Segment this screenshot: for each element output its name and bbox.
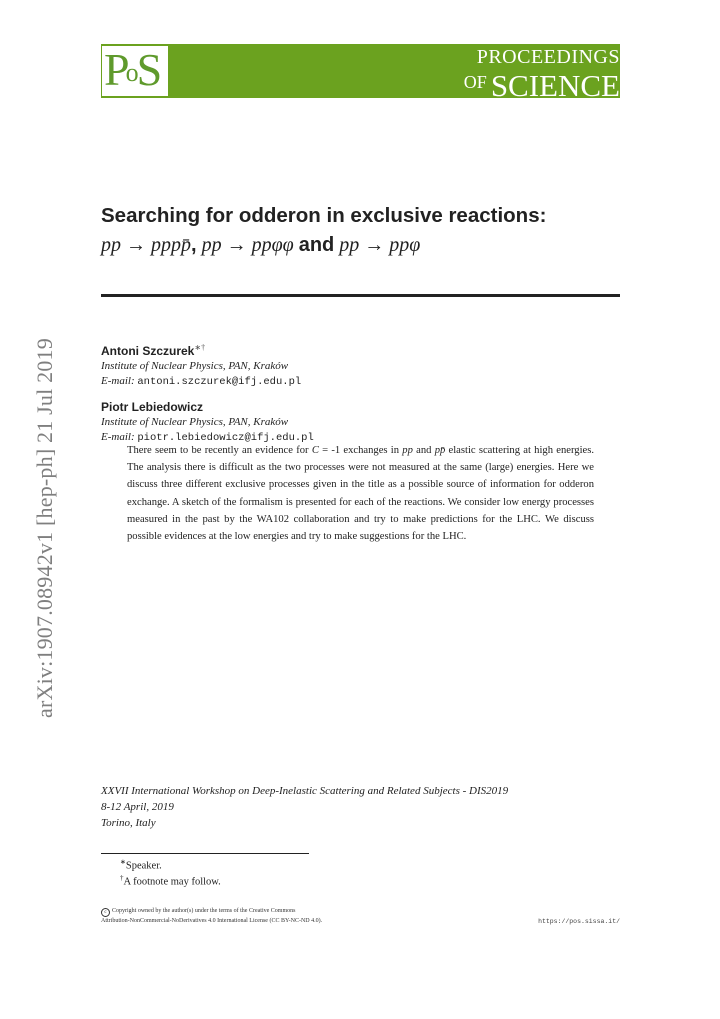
pos-logo bbox=[104, 42, 158, 101]
paper-title-line2 bbox=[101, 234, 420, 257]
of-label: OF bbox=[463, 72, 487, 92]
copyright-icon: c bbox=[101, 908, 110, 917]
footnote: †A footnote may follow. bbox=[120, 874, 221, 888]
science-label: SCIENCE bbox=[490, 68, 620, 103]
footnote-rule bbox=[101, 853, 309, 854]
conference-name: XXVII International Workshop on Deep-Inelastic Scattering and Related Subjects - DIS2019 bbox=[101, 785, 509, 797]
footnote: ∗Speaker. bbox=[120, 858, 162, 872]
conference-dates: 8-12 April, 2019 bbox=[101, 801, 174, 813]
copyright-line2: Attribution-NonCommercial-NoDerivatives 4.0 International License (CC BY-NC-ND 4.0). bbox=[101, 918, 323, 924]
title-and: and bbox=[298, 234, 335, 256]
of-science-label bbox=[464, 66, 620, 108]
logo-o: o bbox=[125, 58, 137, 87]
email-address[interactable]: piotr.lebiedowicz@ifj.edu.pl bbox=[137, 432, 314, 444]
logo-p: P bbox=[104, 44, 126, 95]
copyright-line1: c Copyright owned by the author(s) under the terms of the Creative Commons bbox=[101, 908, 295, 917]
paper-title-line1: Searching for odderon in exclusive reactions: bbox=[101, 204, 547, 227]
author-footnote-marks: ∗† bbox=[194, 343, 206, 352]
title-reaction-1: pp → pppp̄ bbox=[101, 234, 191, 256]
author-name: Antoni Szczurek∗† bbox=[101, 343, 206, 358]
title-reaction-2: pp → ppφφ bbox=[201, 234, 294, 256]
conference-place: Torino, Italy bbox=[101, 817, 156, 829]
title-reaction-3: pp → ppφ bbox=[339, 234, 421, 256]
author-name: Piotr Lebiedowicz bbox=[101, 400, 204, 414]
author-affiliation: Institute of Nuclear Physics, PAN, Kraków bbox=[101, 360, 289, 372]
author-email: E-mail: piotr.lebiedowicz@ifj.edu.pl bbox=[101, 431, 314, 444]
proceedings-label: PROCEEDINGS bbox=[476, 46, 620, 68]
pos-url-link[interactable]: https://pos.sissa.it/ bbox=[538, 918, 620, 925]
title-rule bbox=[101, 294, 620, 297]
arxiv-stamp: arXiv:1907.08942v1 [hep-ph] 21 Jul 2019 bbox=[32, 338, 57, 718]
author-affiliation: Institute of Nuclear Physics, PAN, Kraków bbox=[101, 416, 289, 428]
email-address[interactable]: antoni.szczurek@ifj.edu.pl bbox=[137, 376, 302, 388]
abstract: There seem to be recently an evidence for C = -1 exchanges in pp and pp̄ elastic scattering at high energies. The analysis there is difficult as the two processes were not measured at the same (large) energies. Here we discuss three different exclusive processes given in the title as a possible source of information for odderon exchange. A sketch of the formalism is presented for each of the reactions. We consider low energy processes measured in the past by the WA102 collaboration and try to make predictions for the LHC. We discuss possible evidences at the low energies and try to make suggestions for the LHC. bbox=[127, 445, 594, 543]
title-comma: , bbox=[191, 234, 197, 256]
author-email: E-mail: antoni.szczurek@ifj.edu.pl bbox=[101, 375, 302, 388]
logo-s: S bbox=[136, 44, 159, 95]
